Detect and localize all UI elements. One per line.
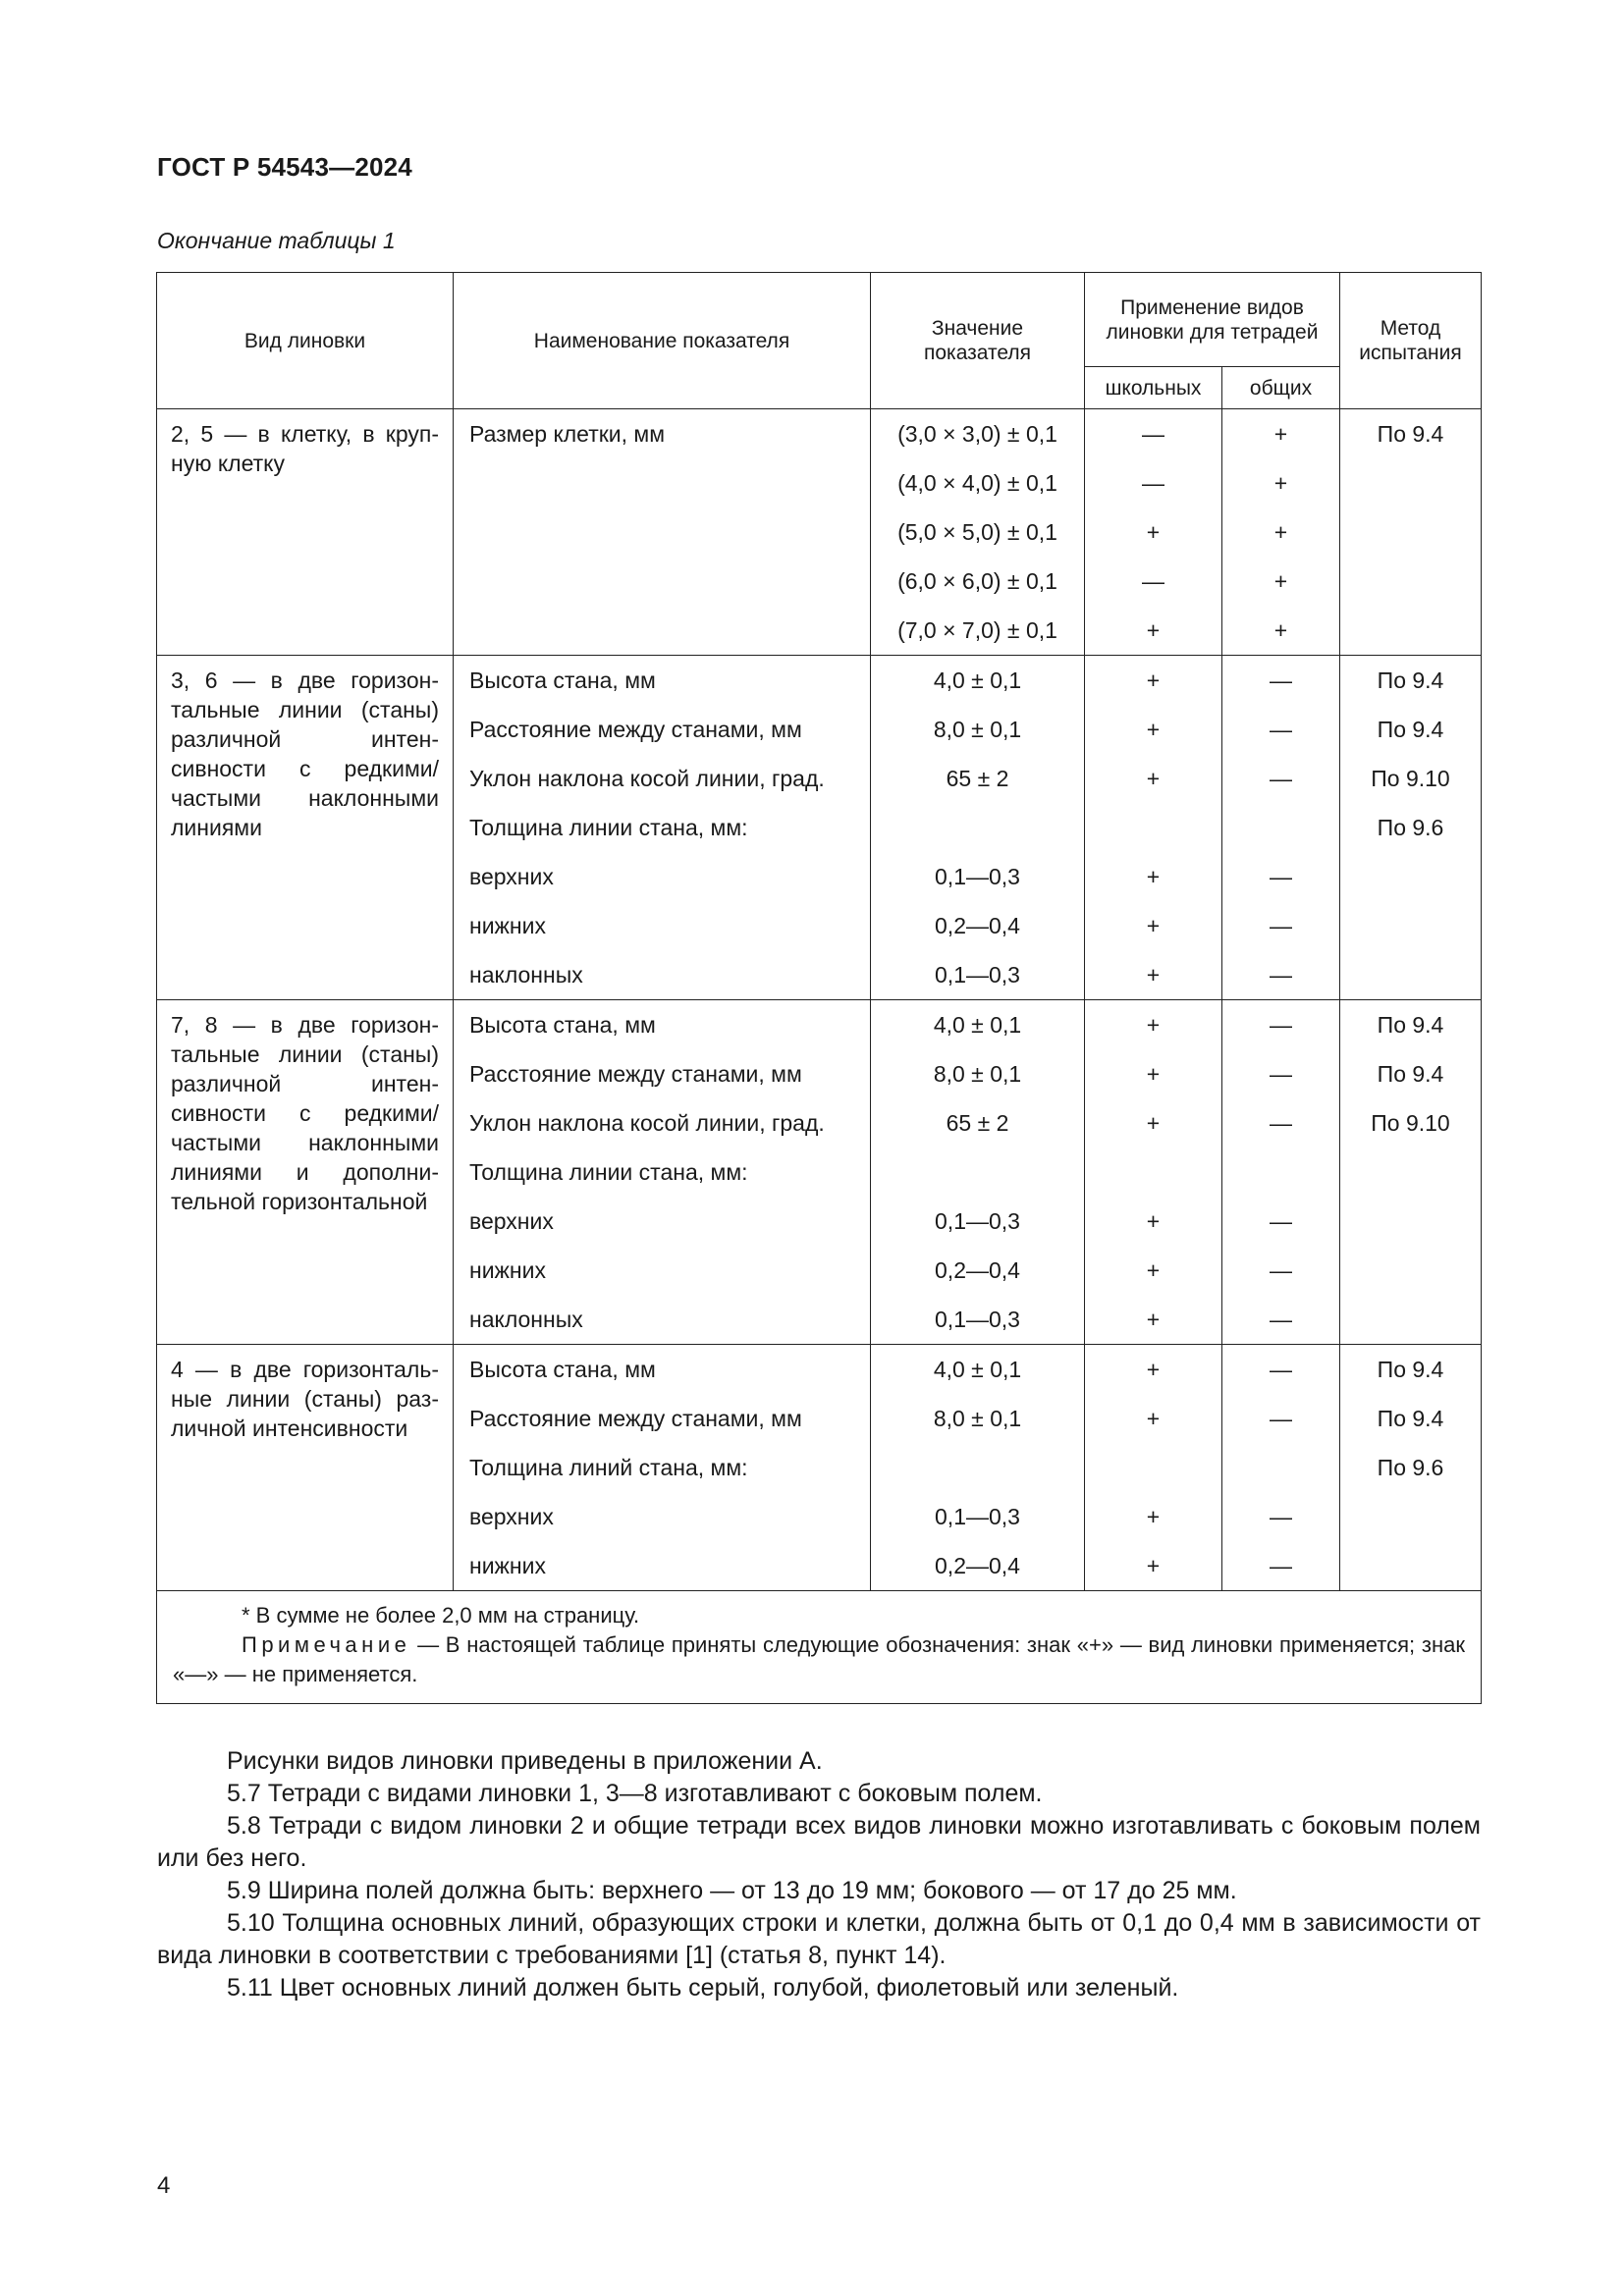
common-mark: — [1270, 717, 1292, 742]
indicator-value-cell [871, 656, 1085, 1000]
common-mark: — [1270, 1357, 1292, 1382]
indicator-name: верхних [469, 864, 554, 889]
test-method [1340, 507, 1481, 557]
common-mark: — [1270, 766, 1292, 791]
school-mark: + [1146, 1208, 1161, 1234]
indicator-name: Расстояние между станами, мм [469, 1406, 802, 1431]
test-method [1340, 1541, 1481, 1590]
table-group [157, 1000, 1482, 1345]
common-mark: — [1270, 1061, 1292, 1087]
indicator-name-cell [454, 656, 871, 1000]
common-mark: + [1273, 617, 1288, 643]
school-mark: — [1142, 421, 1164, 447]
indicator-name: верхних [469, 1208, 554, 1234]
indicator-value-cell [871, 1000, 1085, 1345]
common-mark: + [1273, 470, 1288, 496]
test-method [1340, 1197, 1481, 1246]
school-mark: + [1146, 667, 1161, 693]
header-method: Метод испытания [1340, 273, 1482, 409]
indicator-name: Высота стана, мм [469, 1357, 656, 1382]
test-method: По 9.4 [1377, 421, 1444, 447]
body-paragraph: 5.9 Ширина полей должна быть: верхнего — от 13 до 19 мм; бокового — от 17 до 25 мм. [227, 1877, 1237, 1904]
indicator-value: 65 ± 2 [946, 1110, 1009, 1136]
indicator-name: Высота стана, мм [469, 667, 656, 693]
common-mark [1222, 803, 1339, 852]
indicator-name [454, 458, 870, 507]
indicator-name: Высота стана, мм [469, 1012, 656, 1038]
indicator-value [871, 803, 1084, 852]
indicator-name: нижних [469, 913, 546, 938]
header-kind: Вид линовки [157, 273, 454, 409]
school-mark: + [1146, 1110, 1161, 1136]
indicator-value: 0,2—0,4 [935, 1257, 1020, 1283]
indicator-name: Толщина линии стана, мм: [469, 1159, 748, 1185]
test-method-cell [1340, 1345, 1482, 1591]
indicator-value: 65 ± 2 [946, 766, 1009, 791]
indicator-name: Толщина линий стана, мм: [469, 1455, 748, 1480]
school-mark-cell [1085, 656, 1222, 1000]
school-mark: + [1146, 1406, 1161, 1431]
test-method [1340, 1246, 1481, 1295]
common-mark: — [1270, 864, 1292, 889]
school-mark [1085, 1443, 1221, 1492]
indicator-name: Расстояние между станами, мм [469, 1061, 802, 1087]
table-caption: Окончание таблицы 1 [157, 228, 396, 253]
indicator-value-cell [871, 409, 1085, 656]
indicator-name: Размер клетки, мм [469, 421, 666, 447]
body-paragraph: 5.10 Толщина основных линий, образующих строки и клетки, должна быть от 0,1 до 0,4 мм в зависимости от вида линовки в соответствии с требованиями [1] (статья 8, пункт 14). [157, 1909, 1481, 1969]
school-mark: + [1146, 1553, 1161, 1578]
common-mark-cell [1222, 656, 1340, 1000]
kind-cell [157, 1345, 454, 1591]
test-method: По 9.4 [1377, 667, 1444, 693]
school-mark: + [1146, 766, 1161, 791]
common-mark: — [1270, 1110, 1292, 1136]
body-paragraph: Рисунки видов линовки приведены в приложении А. [227, 1747, 823, 1775]
indicator-name-cell [454, 409, 871, 656]
indicator-value: 4,0 ± 0,1 [933, 1012, 1022, 1038]
indicator-value: (3,0 × 3,0) ± 0,1 [897, 421, 1057, 447]
test-method [1340, 1295, 1481, 1344]
kind-cell [157, 409, 454, 656]
school-mark: — [1142, 470, 1164, 496]
test-method [1340, 606, 1481, 655]
test-method [1340, 1148, 1481, 1197]
school-mark-cell [1085, 1000, 1222, 1345]
test-method [1340, 557, 1481, 606]
test-method: По 9.6 [1377, 815, 1444, 840]
school-mark: + [1146, 1257, 1161, 1283]
indicator-name [454, 507, 870, 557]
body-paragraph: 5.7 Тетради с видами линовки 1, 3—8 изготавливают с боковым полем. [227, 1780, 1043, 1807]
test-method: По 9.4 [1377, 1061, 1444, 1087]
school-mark: + [1146, 519, 1161, 545]
test-method [1340, 852, 1481, 901]
kind-cell [157, 1000, 454, 1345]
indicator-value: 4,0 ± 0,1 [933, 667, 1022, 693]
test-method: По 9.4 [1377, 1406, 1444, 1431]
common-mark: + [1273, 568, 1288, 594]
test-method [1340, 901, 1481, 950]
common-mark-cell [1222, 409, 1340, 656]
common-mark: + [1273, 519, 1288, 545]
common-mark [1222, 1443, 1339, 1492]
header-application: Применение видов линовки для тетрадей [1085, 273, 1340, 367]
common-mark: — [1270, 962, 1292, 988]
school-mark: + [1146, 913, 1161, 938]
indicator-value: 0,2—0,4 [935, 1553, 1020, 1578]
indicator-value: (4,0 × 4,0) ± 0,1 [897, 470, 1057, 496]
body-text [157, 1745, 1481, 2004]
indicator-value: 0,1—0,3 [935, 1208, 1020, 1234]
indicator-value: (7,0 × 7,0) ± 0,1 [897, 617, 1057, 643]
common-mark: — [1270, 1307, 1292, 1332]
test-method [1340, 1492, 1481, 1541]
school-mark [1085, 803, 1221, 852]
header-school: школьных [1085, 367, 1222, 409]
school-mark: + [1146, 1357, 1161, 1382]
test-method [1340, 950, 1481, 999]
note-label: Примечание [242, 1632, 411, 1657]
kind-cell [157, 656, 454, 1000]
test-method-cell [1340, 656, 1482, 1000]
page-number: 4 [157, 2172, 171, 2199]
common-mark: + [1273, 421, 1288, 447]
test-method-cell [1340, 1000, 1482, 1345]
indicator-value: 0,2—0,4 [935, 913, 1020, 938]
common-mark: — [1270, 1012, 1292, 1038]
school-mark: + [1146, 962, 1161, 988]
indicator-name: наклонных [469, 1307, 583, 1332]
test-method-cell [1340, 409, 1482, 656]
indicator-name: Уклон наклона косой линии, град. [469, 766, 825, 791]
indicator-name-cell [454, 1000, 871, 1345]
table-group [157, 409, 1482, 656]
document-code: ГОСТ Р 54543—2024 [157, 152, 412, 182]
school-mark: + [1146, 1012, 1161, 1038]
table-group [157, 656, 1482, 1000]
note-text: — В настоящей таблице приняты следующие обозначения: знак «+» — вид линовки применяется; знак «—» — не применяется. [173, 1632, 1465, 1686]
indicator-value [871, 1148, 1084, 1197]
common-mark-cell [1222, 1000, 1340, 1345]
common-mark: — [1270, 1257, 1292, 1283]
school-mark: + [1146, 717, 1161, 742]
common-mark: — [1270, 1406, 1292, 1431]
table-group [157, 1345, 1482, 1591]
test-method: По 9.4 [1377, 1012, 1444, 1038]
header-common: общих [1222, 367, 1340, 409]
body-paragraph: 5.8 Тетради с видом линовки 2 и общие тетради всех видов линовки можно изготавливать с боковым полем или без него. [157, 1812, 1481, 1872]
indicator-value: (5,0 × 5,0) ± 0,1 [897, 519, 1057, 545]
kind-text: 4 — в две горизонтальные линии (станы) различной интенсивности [171, 1357, 439, 1441]
indicator-name: нижних [469, 1553, 546, 1578]
school-mark: — [1142, 568, 1164, 594]
school-mark-cell [1085, 1345, 1222, 1591]
indicator-name: наклонных [469, 962, 583, 988]
indicator-value: 0,1—0,3 [935, 1307, 1020, 1332]
indicator-value: 0,1—0,3 [935, 962, 1020, 988]
school-mark: + [1146, 1307, 1161, 1332]
test-method: По 9.10 [1371, 1110, 1450, 1136]
indicator-value: (6,0 × 6,0) ± 0,1 [897, 568, 1057, 594]
header-name: Наименование показателя [454, 273, 871, 409]
indicator-value-cell [871, 1345, 1085, 1591]
school-mark: + [1146, 864, 1161, 889]
indicator-value: 4,0 ± 0,1 [933, 1357, 1022, 1382]
indicator-name: Уклон наклона косой линии, град. [469, 1110, 825, 1136]
indicator-value: 0,1—0,3 [935, 864, 1020, 889]
indicator-name [454, 557, 870, 606]
kind-text: 2, 5 — в клетку, в крупную клетку [171, 421, 439, 476]
indicator-name [454, 606, 870, 655]
common-mark: — [1270, 913, 1292, 938]
body-paragraph: 5.11 Цвет основных линий должен быть серый, голубой, фиолетовый или зеленый. [227, 1974, 1179, 2002]
table-note [173, 1630, 1465, 1689]
indicator-name: нижних [469, 1257, 546, 1283]
school-mark: + [1146, 1061, 1161, 1087]
table-body [157, 409, 1482, 1591]
school-mark-cell [1085, 409, 1222, 656]
common-mark: — [1270, 667, 1292, 693]
test-method [1340, 458, 1481, 507]
test-method: По 9.10 [1371, 766, 1450, 791]
school-mark: + [1146, 617, 1161, 643]
indicator-value [871, 1443, 1084, 1492]
test-method: По 9.6 [1377, 1455, 1444, 1480]
school-mark [1085, 1148, 1221, 1197]
indicator-name-cell [454, 1345, 871, 1591]
indicator-value: 8,0 ± 0,1 [933, 717, 1022, 742]
test-method: По 9.4 [1377, 1357, 1444, 1382]
common-mark: — [1270, 1553, 1292, 1578]
common-mark [1222, 1148, 1339, 1197]
indicator-name: Толщина линии стана, мм: [469, 815, 748, 840]
common-mark-cell [1222, 1345, 1340, 1591]
indicator-name: верхних [469, 1504, 554, 1529]
indicator-name: Расстояние между станами, мм [469, 717, 802, 742]
indicator-value: 0,1—0,3 [935, 1504, 1020, 1529]
kind-text: 7, 8 — в две горизонтальные линии (станы) различной интенсивности с редкими/ частыми наклонными линиями и дополнительной горизонтальной [171, 1012, 439, 1214]
header-value: Значение показателя [871, 273, 1085, 409]
indicator-value: 8,0 ± 0,1 [933, 1061, 1022, 1087]
school-mark: + [1146, 1504, 1161, 1529]
table-notes [157, 1591, 1482, 1704]
common-mark: — [1270, 1208, 1292, 1234]
test-method: По 9.4 [1377, 717, 1444, 742]
indicator-value: 8,0 ± 0,1 [933, 1406, 1022, 1431]
indicators-table [156, 272, 1482, 1704]
footnote: * В сумме не более 2,0 мм на страницу. [242, 1603, 640, 1628]
common-mark: — [1270, 1504, 1292, 1529]
kind-text: 3, 6 — в две горизонтальные линии (станы) различной интенсивности с редкими/ частыми наклонными линиями [171, 667, 439, 840]
